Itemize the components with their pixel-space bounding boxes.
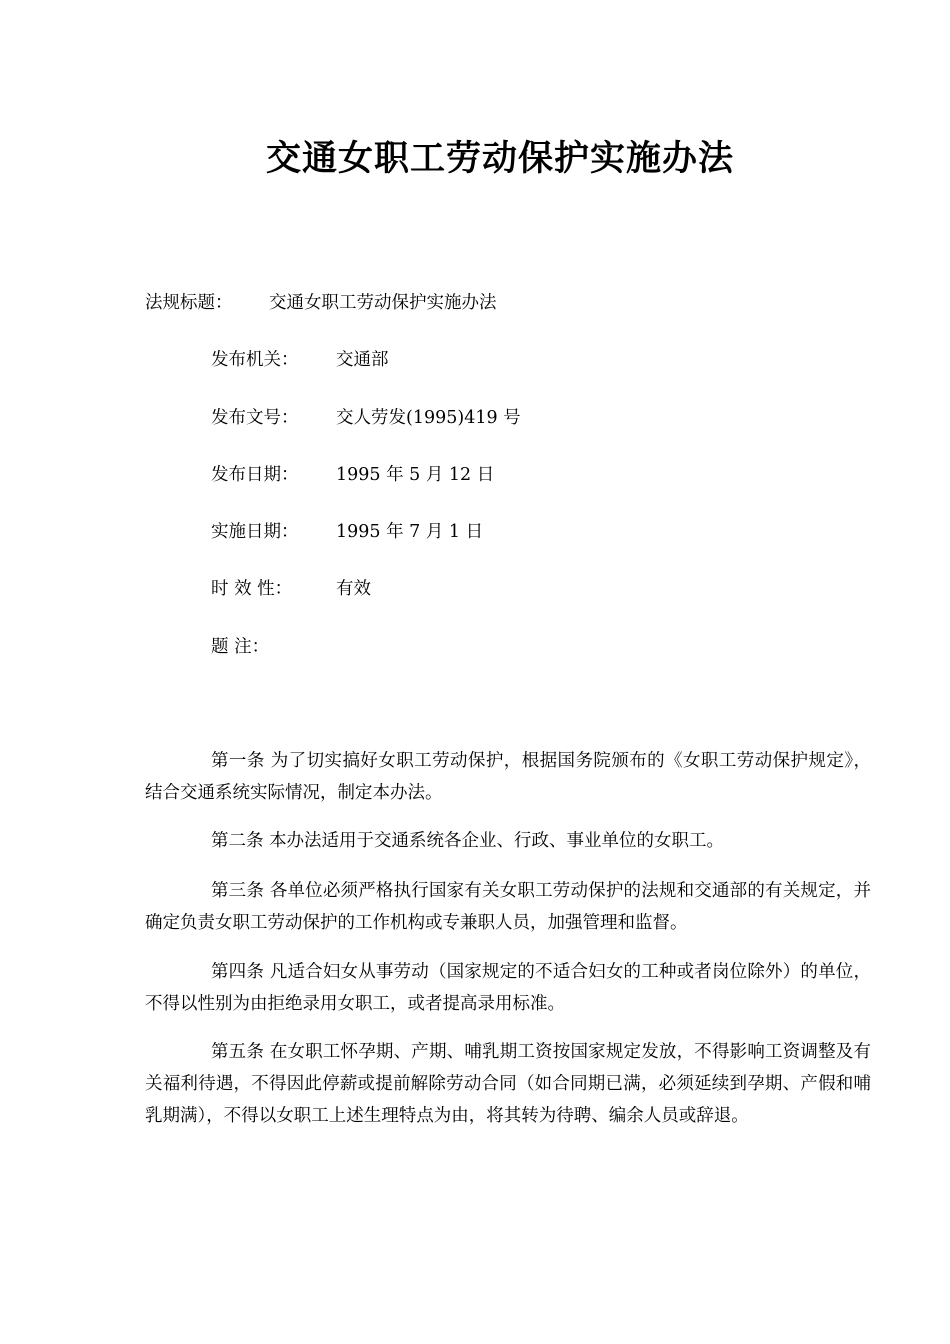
issuer-label: 发布机关： bbox=[211, 350, 299, 370]
doc-number-value: 交人劳发(1995)419 号 bbox=[336, 408, 521, 428]
document-title: 交通女职工劳动保护实施办法 bbox=[265, 138, 734, 179]
article-3: 第三条 各单位必须严格执行国家有关女职工劳动保护的法规和交通部的有关规定，并确定负责女职工劳动保护的工作机构或专兼职人员，加强管理和监督。 bbox=[145, 881, 871, 933]
regulation-title-label: 法规标题： bbox=[145, 293, 233, 313]
effective-date-value: 1995 年 7 月 1 日 bbox=[336, 522, 484, 542]
note-label: 题 注： bbox=[211, 637, 270, 657]
article-5: 第五条 在女职工怀孕期、产期、哺乳期工资按国家规定发放，不得影响工资调整及有关福利待遇，不得因此停薪或提前解除劳动合同（如合同期已满，必须延续到孕期、产假和哺乳期满），不得以女职工上述生理特点为由，将其转为待聘、编余人员或辞退。 bbox=[145, 1042, 871, 1126]
issue-date-value: 1995 年 5 月 12 日 bbox=[336, 465, 495, 485]
article-4: 第四条 凡适合妇女从事劳动（国家规定的不适合妇女的工种或者岗位除外）的单位，不得以性别为由拒绝录用女职工，或者提高录用标准。 bbox=[145, 962, 871, 1014]
article-1: 第一条 为了切实搞好女职工劳动保护，根据国务院颁布的《女职工劳动保护规定》，结合交通系统实际情况，制定本办法。 bbox=[145, 751, 871, 803]
validity-label: 时 效 性： bbox=[211, 579, 293, 599]
effective-date-label: 实施日期： bbox=[211, 522, 299, 542]
article-2: 第二条 本办法适用于交通系统各企业、行政、事业单位的女职工。 bbox=[211, 831, 725, 851]
validity-value: 有效 bbox=[336, 579, 371, 599]
regulation-title-value: 交通女职工劳动保护实施办法 bbox=[269, 293, 497, 313]
issuer-value: 交通部 bbox=[336, 350, 389, 370]
issue-date-label: 发布日期： bbox=[211, 465, 299, 485]
doc-number-label: 发布文号： bbox=[211, 408, 299, 428]
